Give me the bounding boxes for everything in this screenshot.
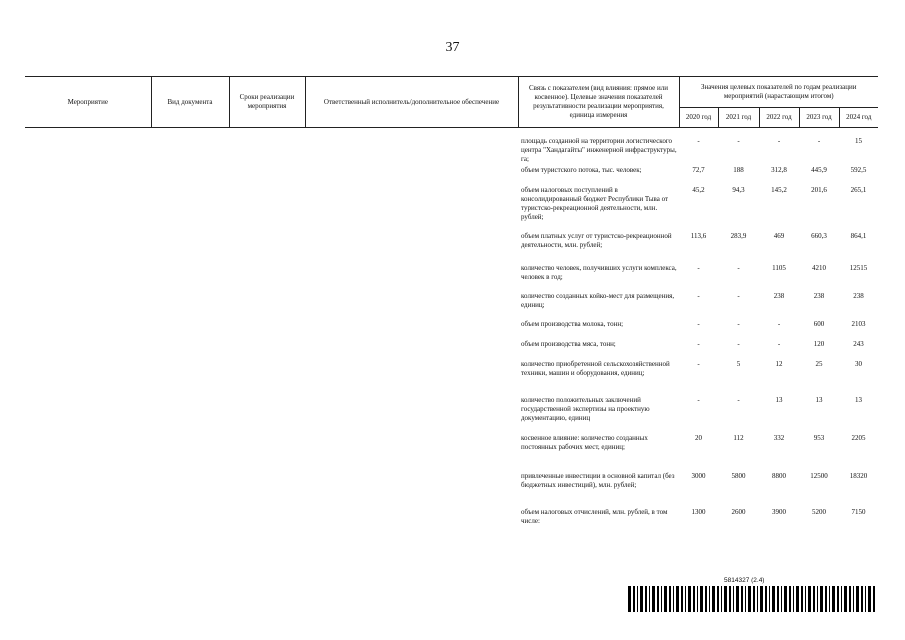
indicator-value: 312,8 bbox=[771, 165, 787, 174]
indicator-value: 238 bbox=[773, 291, 785, 300]
indicator-text: объем производства мяса, тонн; bbox=[521, 339, 616, 348]
empty-cell bbox=[229, 186, 305, 232]
indicator-value: - bbox=[737, 339, 740, 348]
table-row bbox=[25, 320, 878, 340]
table-row bbox=[25, 360, 878, 396]
empty-cell bbox=[25, 292, 151, 320]
indicator-value: 12 bbox=[775, 359, 783, 368]
indicator-text: привлеченные инвестиции в основной капитал (без бюджетных инвестиций), млн. рублей; bbox=[521, 471, 675, 489]
indicator-value: - bbox=[697, 359, 700, 368]
empty-cell bbox=[25, 264, 151, 292]
indicator-value: - bbox=[817, 137, 821, 145]
indicator-value: 8800 bbox=[772, 471, 786, 480]
indicator-value: 5 bbox=[736, 359, 741, 368]
indicator-value: 592,5 bbox=[850, 165, 867, 174]
table-row bbox=[25, 292, 878, 320]
empty-cell bbox=[25, 320, 151, 340]
empty-cell bbox=[151, 320, 229, 340]
empty-cell bbox=[25, 232, 151, 264]
empty-cell bbox=[25, 128, 151, 166]
indicator-value: 5200 bbox=[812, 507, 826, 516]
indicator-value: 3900 bbox=[772, 507, 786, 516]
empty-cell bbox=[25, 166, 151, 186]
indicator-value: - bbox=[697, 339, 700, 348]
empty-cell bbox=[305, 472, 518, 508]
indicator-value: 243 bbox=[853, 339, 864, 348]
indicator-value: 18320 bbox=[849, 471, 868, 480]
empty-cell bbox=[25, 186, 151, 232]
indicator-value: 30 bbox=[855, 359, 862, 368]
table-row bbox=[25, 508, 878, 538]
indicator-value: 25 bbox=[815, 359, 823, 368]
indicator-text: объем туристского потока, тыс. человек; bbox=[521, 165, 642, 174]
indicators-table bbox=[25, 76, 878, 538]
indicator-value: 953 bbox=[813, 433, 825, 442]
indicator-value: 20 bbox=[695, 433, 702, 442]
empty-cell bbox=[25, 396, 151, 434]
table-row bbox=[25, 434, 878, 472]
table-row bbox=[25, 166, 878, 186]
empty-cell bbox=[229, 166, 305, 186]
table-row bbox=[25, 128, 878, 166]
barcode-label: 5814327 (2.4) bbox=[724, 577, 765, 584]
table-row bbox=[25, 186, 878, 232]
empty-cell bbox=[151, 186, 229, 232]
empty-cell bbox=[25, 340, 151, 360]
empty-cell bbox=[151, 292, 229, 320]
indicator-value: 1105 bbox=[772, 263, 786, 272]
empty-cell bbox=[229, 128, 305, 166]
header-doc-type: Вид документа bbox=[151, 77, 229, 128]
empty-cell bbox=[305, 340, 518, 360]
indicator-value: 12500 bbox=[810, 471, 828, 480]
indicator-value: - bbox=[737, 137, 740, 145]
empty-cell bbox=[151, 264, 229, 292]
indicator-value: 5800 bbox=[731, 471, 746, 480]
indicator-text: объем производства молока, тонн; bbox=[521, 319, 624, 328]
indicator-value: 45,2 bbox=[692, 185, 705, 194]
indicator-text: площадь созданной на территории логистического центра "Хандагайты" инженерной инфраструктуры, га; bbox=[521, 137, 677, 163]
indicator-value: 469 bbox=[773, 231, 785, 240]
indicator-value: 7150 bbox=[851, 507, 866, 516]
header-year-2020: 2020 год bbox=[679, 108, 718, 128]
empty-cell bbox=[151, 472, 229, 508]
empty-cell bbox=[305, 292, 518, 320]
empty-cell bbox=[305, 508, 518, 538]
empty-cell bbox=[229, 396, 305, 434]
empty-cell bbox=[229, 434, 305, 472]
empty-cell bbox=[25, 472, 151, 508]
indicator-text: косвенное влияние: количество созданных постоянных рабочих мест, единиц; bbox=[521, 433, 648, 451]
empty-cell bbox=[229, 472, 305, 508]
indicator-value: 283,9 bbox=[730, 231, 747, 240]
indicator-text: количество приобретенной сельскохозяйственной техники, машин и оборудования, единиц; bbox=[521, 359, 670, 377]
indicator-value: 12515 bbox=[849, 263, 868, 272]
header-year-2022: 2022 год bbox=[759, 108, 799, 128]
empty-cell bbox=[229, 264, 305, 292]
empty-cell bbox=[151, 508, 229, 538]
empty-cell bbox=[305, 360, 518, 396]
indicator-value: 188 bbox=[733, 165, 744, 174]
header-executor: Ответственный исполнитель/дополнительное обеспечение bbox=[305, 77, 518, 128]
header-indicator-link: Связь с показателем (вид влияния: прямое или косвенное). Целевые значения показателей результативности реализации мероприятия, единица измерения bbox=[518, 77, 679, 128]
indicator-value: - bbox=[697, 291, 700, 300]
empty-cell bbox=[229, 340, 305, 360]
table-row bbox=[25, 472, 878, 508]
indicator-value: - bbox=[697, 137, 700, 145]
indicator-value: 113,6 bbox=[690, 231, 707, 240]
empty-cell bbox=[305, 128, 518, 166]
indicator-value: - bbox=[777, 339, 781, 348]
indicator-text: количество положительных заключений государственной экспертизы на проектную документацию, единиц bbox=[521, 395, 650, 422]
empty-cell bbox=[151, 396, 229, 434]
empty-cell bbox=[305, 396, 518, 434]
empty-cell bbox=[305, 320, 518, 340]
table-row bbox=[25, 396, 878, 434]
indicator-value: 13 bbox=[855, 395, 862, 404]
header-terms: Сроки реализации мероприятия bbox=[229, 77, 305, 128]
indicator-value: 15 bbox=[855, 137, 862, 145]
empty-cell bbox=[229, 320, 305, 340]
empty-cell bbox=[151, 232, 229, 264]
indicator-value: 1300 bbox=[691, 507, 706, 516]
indicator-value: - bbox=[737, 395, 740, 404]
indicator-text: объем налоговых поступлений в консолидированный бюджет Республики Тыва от туристско-рекреационной деятельности, млн. рублей; bbox=[521, 185, 669, 221]
indicator-text: объем налоговых отчислений, млн. рублей, в том числе: bbox=[521, 507, 668, 525]
empty-cell bbox=[25, 434, 151, 472]
indicator-value: - bbox=[697, 263, 700, 272]
indicator-value: 238 bbox=[853, 291, 864, 300]
indicator-value: 201,6 bbox=[811, 185, 827, 194]
page-number: 37 bbox=[445, 40, 460, 55]
indicator-value: - bbox=[737, 291, 740, 300]
indicator-value: 238 bbox=[813, 291, 825, 300]
indicator-text: количество человек, получивших услуги комплекса, человек в год; bbox=[521, 263, 677, 281]
empty-cell bbox=[229, 292, 305, 320]
indicator-value: - bbox=[777, 137, 781, 145]
empty-cell bbox=[305, 186, 518, 232]
indicator-value: 660,3 bbox=[811, 231, 827, 240]
indicator-value: 332 bbox=[773, 433, 785, 442]
indicator-value: 120 bbox=[813, 339, 825, 348]
indicator-value: 2600 bbox=[731, 507, 746, 516]
indicator-value: 112 bbox=[733, 433, 744, 442]
indicator-value: 600 bbox=[813, 319, 825, 328]
header-year-2021: 2021 год bbox=[718, 108, 759, 128]
indicator-value: 4210 bbox=[812, 263, 826, 272]
empty-cell bbox=[305, 264, 518, 292]
indicator-text: объем платных услуг от туристско-рекреационной деятельности, млн. рублей; bbox=[521, 231, 672, 249]
header-year-2023: 2023 год bbox=[799, 108, 839, 128]
indicator-value: 72,7 bbox=[692, 165, 705, 174]
empty-cell bbox=[151, 340, 229, 360]
indicator-value: 94,3 bbox=[732, 185, 745, 194]
indicator-value: - bbox=[737, 319, 740, 328]
empty-cell bbox=[229, 232, 305, 264]
indicator-value: - bbox=[697, 319, 700, 328]
empty-cell bbox=[25, 508, 151, 538]
empty-cell bbox=[151, 434, 229, 472]
header-event: Мероприятие bbox=[25, 77, 151, 128]
indicator-value: 13 bbox=[815, 395, 823, 404]
indicator-value: 864,1 bbox=[850, 231, 867, 240]
table-row bbox=[25, 232, 878, 264]
indicator-value: 445,9 bbox=[811, 165, 827, 174]
indicator-value: 13 bbox=[775, 395, 783, 404]
indicator-text: количество созданных койко-мест для размещения, единиц; bbox=[521, 291, 675, 309]
indicator-value: 3000 bbox=[691, 471, 706, 480]
indicators-body bbox=[25, 128, 878, 538]
indicator-value: - bbox=[737, 263, 740, 272]
indicator-value: 2205 bbox=[851, 433, 866, 442]
empty-cell bbox=[305, 232, 518, 264]
empty-cell bbox=[151, 166, 229, 186]
table-row bbox=[25, 340, 878, 360]
table-row bbox=[25, 264, 878, 292]
empty-cell bbox=[25, 360, 151, 396]
indicator-value: - bbox=[697, 395, 700, 404]
empty-cell bbox=[229, 360, 305, 396]
empty-cell bbox=[305, 166, 518, 186]
indicator-value: 265,1 bbox=[850, 185, 867, 194]
empty-cell bbox=[229, 508, 305, 538]
header-year-2024: 2024 год bbox=[839, 108, 878, 128]
empty-cell bbox=[151, 360, 229, 396]
empty-cell bbox=[305, 434, 518, 472]
indicator-value: - bbox=[777, 319, 781, 328]
indicator-value: 2103 bbox=[851, 319, 866, 328]
indicator-value: 145,2 bbox=[771, 185, 787, 194]
empty-cell bbox=[151, 128, 229, 166]
barcode-image bbox=[628, 586, 879, 612]
header-values-group: Значения целевых показателей по годам реализации мероприятий (нарастающим итогом) bbox=[679, 77, 878, 108]
